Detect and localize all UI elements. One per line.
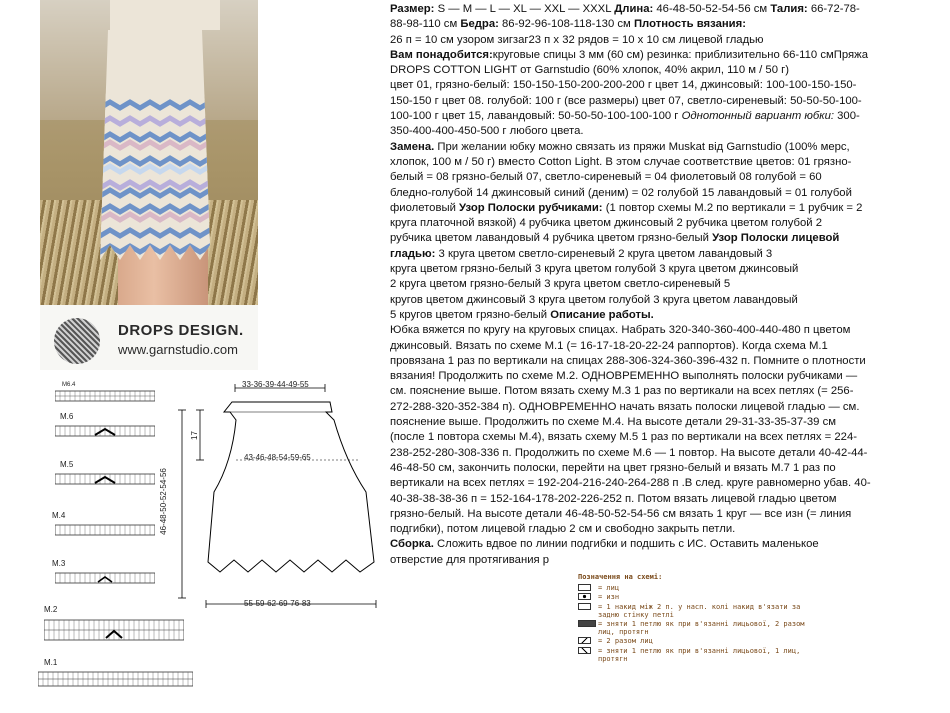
legend-row-knit: = лиц [578,584,808,592]
skirt-zigzag-image [100,30,210,265]
text-line: кругов цветом джинсовый 3 круга цветом голубой 3 круга цветом лавандовый [390,293,798,306]
dim-bottom-width: 55-59-62-69-76-83 [244,599,311,608]
text-line: хлопок, 100 м / 50 г) вместо Cotton Light. В этом случае соответствие цветов: 01 грязно- [390,155,852,168]
text-line: белый = 08 грязно-белый 07, светло-сиреневый = 04 фиолетовый 08 голубой = 60 [390,171,822,184]
text-line: 40-38-38-38-36 п = 152-164-178-202-226-252 п. Потом вязать лицевой гладью цветом [390,492,837,505]
text-line: 46-48-50 см, закончить полоски, перейти на цвет грязно-белый и вязать М.7 1 раз по [390,461,836,474]
text-line: грязно-белый. На высоте детали 46-48-50-52-54-56 см вязать 1 круг — все изн (= линия [390,507,852,520]
chart-label-m5: M.5 [60,460,74,469]
text-line: цвет 01, грязно-белый: 150-150-150-200-200-200 г цвет 14, джинсовый: 100-100-150-150- [390,79,857,92]
text-line: Вам понадобится:круговые спицы 3 мм (60 см) резинка: приблизительно 66-110 смПряжа [390,48,868,61]
text-line: вертикали на всех петлях = 192-204-216-240-264-288 п .В след. круге равномерно убав. 40- [390,477,871,490]
purl-symbol-icon [578,593,591,600]
chart-label-top: M6.4 [62,382,76,388]
chart-m4 [55,523,155,542]
text-line: круга цветом грязно-белый 3 круга цветом голубой 3 круга цветом джинсовый [390,263,799,276]
text-line: бледно-голубой 14 джинсовый синий (деним) = 02 голубой 15 лавандовый = 01 голубой [390,186,852,199]
skirt-photo [40,0,258,370]
text-line: отверстие для протягивания р [390,553,550,566]
text-line: 5 кругов цветом грязно-белый Описание работы. [390,308,654,321]
brand-url: www.garnstudio.com [118,342,238,357]
dim-upper-length: 17 [189,431,199,440]
legend-row-k2tog: = 2 разом лиц [578,637,808,645]
photo-top [110,0,220,30]
text-line: фиолетовый Узор Полоски рубчиками: (1 повтор схемы М.2 по вертикали = 1 рубчик = 2 [390,201,863,214]
text-line: DROPS COTTON LIGHT от Garnstudio (60% хлопок, 40% акрил, 110 м / 50 г) [390,64,790,77]
yarn-over-symbol-icon [578,603,591,610]
legend-row-skp: = зняти 1 петлю як при в'язанні лицьової, 1 лиц, протягн [578,647,808,663]
text-line: 272-288-320-352-384 п). ОДНОВРЕМЕННО начать вязать полоски лицевой гладью — см. [390,400,860,413]
text-line: рубчика цветом лавандовый 4 рубчика цветом грязно-белый Узор Полоски лицевой [390,232,840,245]
text-line: Сборка. Сложить вдвое по линии подгибки и подшить с ИС. Оставить маленькое [390,538,819,551]
chart-label-m4: M.4 [52,511,66,520]
k2tog-symbol-icon [578,637,591,644]
text-line: см. пояснение выше. Потом вязать схему М.3 1 раз по вертикали на всех петлях (= 256- [390,385,854,398]
chart-m5 [55,472,155,491]
chart-label-m1: M.1 [44,658,58,667]
text-line: круга платочной вязкой) 4 рубчика цветом джинсовый 2 рубчика цветом голубой 2 [390,217,823,230]
brand-logo-text: DROPS DESIGN. [118,322,244,339]
dim-middle-width: 43-46-48-54-59-65 [244,453,311,462]
chart-m3 [55,571,155,590]
chart-m6 [55,424,155,443]
text-line: 238-252-280-308-336 п. Продолжить по схеме М.6 — 1 повтор. На высоте детали 40-42-44- [390,446,868,459]
chart-top [55,389,155,408]
legend-row-purl: = изн [578,593,808,601]
legend-row-yarn-over: = 1 накид між 2 п. у насп. колі накид в'язати за задню стінку петлі [578,603,808,619]
skp-symbol-icon [578,647,591,654]
text-line: 26 п = 10 см узором зигзаг23 п х 32 рядов = 10 х 10 см лицевой гладью [390,33,764,46]
knit-symbol-icon [578,584,591,591]
pattern-text [390,2,950,568]
chart-label-m2: M.2 [44,605,58,614]
dim-top-width: 33-36-39-44-49-55 [242,380,309,389]
text-line: Юбка вяжется по кругу на круговых спицах. Набрать 320-340-360-400-440-480 п цветом [390,324,851,337]
text-line: Замена. При желании юбку можно связать из пряжи Muskat від Garnstudio (100% мерс, [390,140,850,153]
dim-total-length: 46-48-50-52-54-56 [158,468,168,535]
text-line: вязания! Продолжить по схеме М.2. ОДНОВРЕМЕННО выполнять полоски рубчиками — [390,370,858,383]
text-line: Размер: S — M — L — XL — XXL — XXXL Длина: 46-48-50-52-54-56 см Талия: 66-72-78- [390,3,860,15]
chart-legend [578,573,808,664]
double-decrease-symbol-icon [578,620,596,627]
legend-title: Позначення на схемі: [578,573,663,581]
text-line: (после 1 повтора схемы М.4), вязать схему М.5 1 раз по вертикали на всех петлях = 224- [390,431,857,444]
text-line: 88-98-110 см Бедра: 86-92-96-108-118-130 см Плотность вязания: [390,18,746,31]
text-line: джинсовый. Вязать по схеме М.1 (= 16-17-18-20-22-24 раппортов). Когда схема М.1 [390,339,828,352]
text-line: подгибки), потом лицевой гладью 2 см и свободно закрыть петли. [390,523,736,536]
text-line: 150-150 г цвет 08. голубой: 100 г (все размеры) цвет 07, светло-сиреневый: 50-50-50-100- [390,94,862,107]
text-line: пояснение выше. Продолжить по схеме М.4. На высоте детали 29-31-33-35-37-39 см [390,416,837,429]
chart-label-m6: M.6 [60,412,74,421]
text-line: 350-400-400-450-500 г любого цвета. [390,125,584,138]
chart-m1 [38,670,193,695]
chart-label-m3: M.3 [52,559,66,568]
garn-logo-icon [54,318,100,364]
skirt-schematic [160,372,385,627]
text-line: провязана 1 раз по вертикали на спицах 288-306-324-360-396-432 п. Помните о плотности [390,354,866,367]
text-line: гладью: 3 круга цветом светло-сиреневый 2 круга цветом лавандовый 3 [390,247,773,260]
legend-row-double-decrease: = зняти 1 петлю як при в'язанні лицьової, 2 разом лиц, протягн [578,620,808,636]
text-line: 100-100 г цвет 15, лавандовый: 50-50-50-100-100-100 г Однотонный вариант юбки: 300- [390,110,860,123]
text-line: 2 круга цветом грязно-белый 3 круга цветом светло-сиреневый 5 [390,278,731,291]
